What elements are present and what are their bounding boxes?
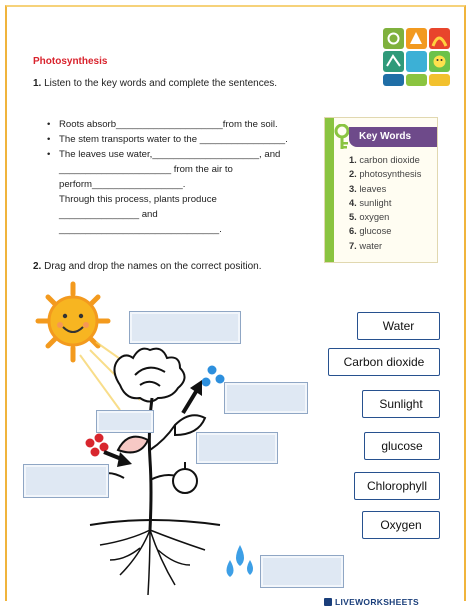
key-word-item: 7. water: [349, 240, 383, 251]
word-water[interactable]: Water: [357, 312, 440, 340]
word-sunlight[interactable]: Sunlight: [362, 390, 440, 418]
footer-brand: [324, 597, 419, 607]
key-words-list: [349, 153, 421, 253]
oxygen-molecules-icon: [202, 366, 225, 387]
drop-target-sun[interactable]: [129, 311, 241, 344]
word-glucose[interactable]: glucose: [364, 432, 440, 460]
instruction-1-text: Listen to the key words and complete the sentences.: [44, 78, 278, 89]
sentence-3-cont-2[interactable]: perform_________________.: [59, 179, 186, 190]
liveworksheets-logo-icon: [383, 26, 451, 87]
instruction-2-number: 2.: [33, 261, 42, 272]
sentence-4-cont-1[interactable]: _______________ and: [59, 209, 158, 220]
word-carbon-dioxide[interactable]: Carbon dioxide: [328, 348, 440, 376]
key-word-item: 3. leaves: [349, 183, 387, 194]
footer-brand-text: LIVEWORKSHEETS: [335, 597, 420, 607]
instruction-1-number: 1.: [33, 78, 42, 89]
sentence-3[interactable]: • The leaves use water,____________________, and: [43, 147, 333, 162]
sun-icon: [38, 284, 108, 360]
key-words-card: [324, 117, 438, 263]
key-word-item: 1. carbon dioxide: [349, 155, 420, 165]
sentence-4-cont-2[interactable]: ______________________________.: [59, 224, 222, 235]
instruction-2-text: Drag and drop the names on the correct position.: [44, 261, 262, 272]
sentence-4: Through this process, plants produce: [59, 194, 217, 205]
key-word-item: 2. photosynthesis: [349, 169, 422, 180]
fruit-icon: [173, 462, 197, 493]
drop-target-oxygen[interactable]: [224, 382, 308, 414]
brand-mark-icon: [324, 598, 332, 606]
sentence-1[interactable]: • Roots absorb____________________from the soil.: [43, 117, 333, 132]
drop-target-flower[interactable]: [96, 410, 154, 433]
worksheet-title: Photosynthesis: [33, 56, 108, 67]
sentence-3-cont-1[interactable]: _____________________ from the air to: [59, 164, 233, 175]
drop-target-leaf[interactable]: [196, 432, 278, 464]
key-words-header: Key Words: [349, 127, 437, 147]
instruction-1: [33, 78, 277, 89]
key-word-item: 6. glucose: [349, 226, 392, 237]
sentence-2[interactable]: • The stem transports water to the ________________.: [43, 132, 333, 147]
instruction-2: [33, 261, 261, 272]
word-oxygen[interactable]: Oxygen: [362, 511, 440, 539]
roots-icon: [90, 520, 220, 595]
drop-target-water[interactable]: [260, 555, 344, 588]
drop-target-co2[interactable]: [23, 464, 109, 498]
arrow-out-icon: [183, 380, 202, 413]
key-word-item: 4. sunlight: [349, 197, 392, 208]
flower-icon: [114, 349, 184, 402]
word-chlorophyll[interactable]: Chlorophyll: [354, 472, 440, 500]
water-drops-icon: [227, 545, 254, 577]
key-word-item: 5. oxygen: [349, 212, 390, 223]
sentence-list: [43, 117, 333, 237]
